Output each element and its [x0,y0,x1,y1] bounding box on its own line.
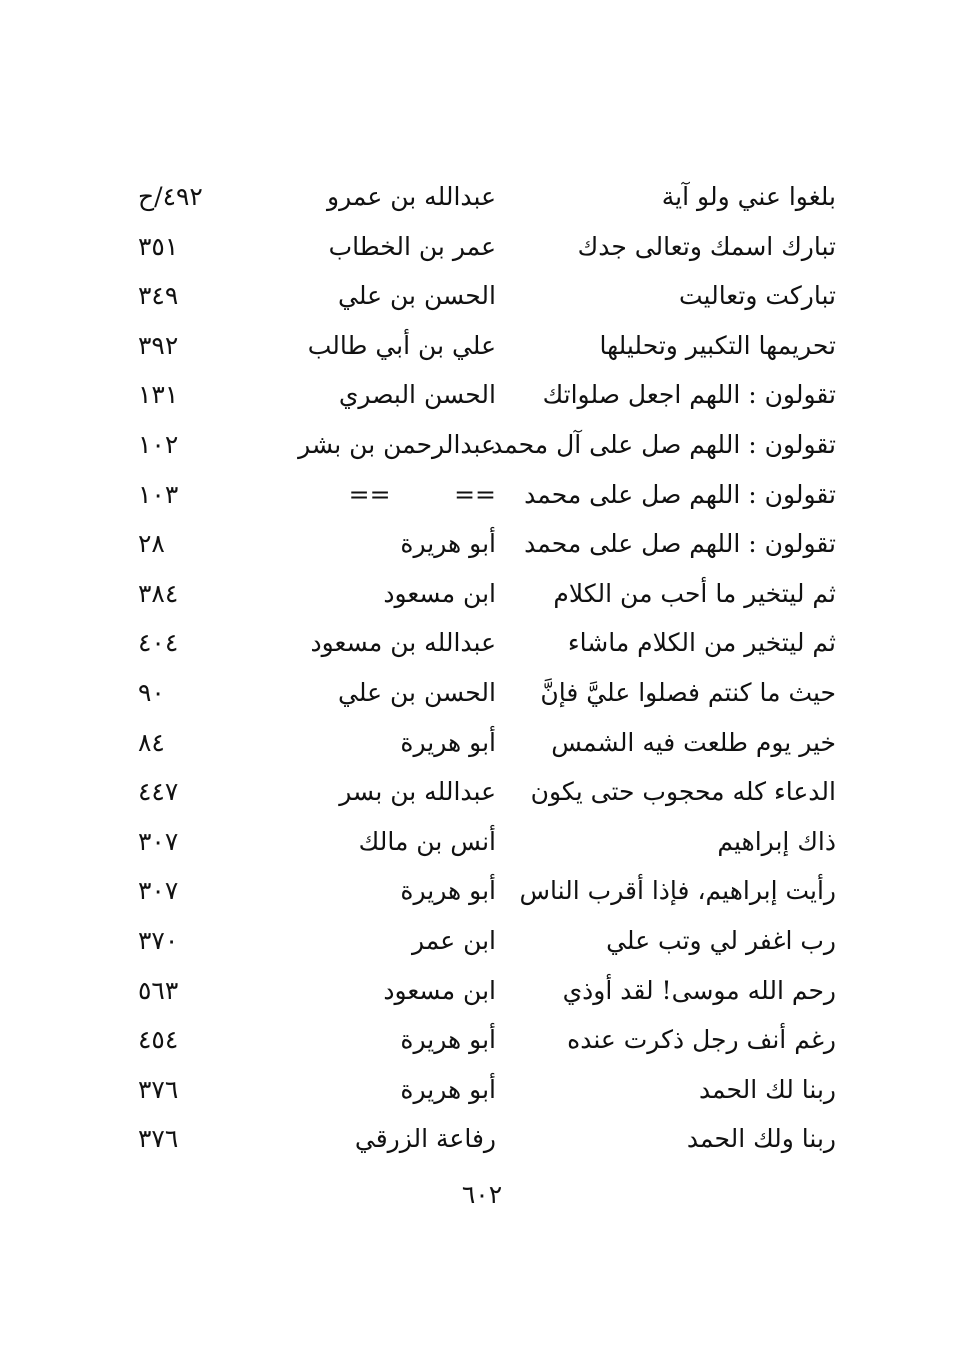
index-row [120,767,836,817]
page-reference: ٣٤٩ [138,281,179,311]
index-row [120,966,836,1016]
hadith-text: ثم ليتخير من الكلام ماشاء [567,628,836,658]
hadith-text: رب اغفر لي وتب علي [606,925,836,955]
page-reference: ٩٠ [138,677,165,707]
page-reference: ٣٧٠ [138,925,179,955]
hadith-text: ربنا ولك الحمد [686,1124,836,1154]
narrator-name: ابن عمر [411,925,496,955]
narrator-name: أبو هريرة [400,727,496,757]
hadith-text: ثم ليتخير ما أحب من الكلام [553,578,836,608]
narrator-name: الحسن البصري [338,380,496,410]
hadith-text: تحريمها التكبير وتحليلها [599,330,836,360]
index-row [120,618,836,668]
page-reference: ٤٩٢/ح [138,182,203,211]
page-reference: ٨٤ [138,727,165,757]
narrator-ditto-mark: == == [348,479,496,509]
narrator-name: الحسن بن علي [338,281,496,311]
page-reference: ٣٥١ [138,231,179,261]
hadith-text: رأيت إبراهيم، فإذا أقرب الناس [519,876,836,906]
page-reference: ٣٧٦ [138,1074,179,1104]
narrator-name: أبو هريرة [400,1074,496,1104]
page-reference: ١٠٢ [138,429,179,459]
hadith-text: الدعاء كله محجوب حتى يكون [530,777,836,807]
hadith-text: رحم الله موسى! لقد أوذي [562,975,836,1005]
index-row [120,420,836,470]
index-row [120,569,836,619]
page-reference: ١٠٣ [138,479,179,509]
page-reference: ٤٠٤ [138,628,179,658]
index-row [120,172,836,222]
index-row [120,321,836,371]
index-row [120,916,836,966]
page-reference: ١٣١ [138,380,179,410]
narrator-name: عبدالله بن بسر [339,777,496,807]
narrator-name: عبدالرحمن بن بشر [298,429,496,459]
page-reference: ٣٩٢ [138,330,179,360]
narrator-name: عبدالله بن عمرو [327,182,496,211]
hadith-text: تقولون : اللهم اجعل صلواتك [542,380,836,410]
index-row [120,718,836,768]
hadith-text: ذاك إبراهيم [717,826,836,856]
narrator-name: أبو هريرة [400,876,496,906]
hadith-text: بلغوا عني ولو آية [661,182,836,211]
page-reference: ٣٧٦ [138,1124,179,1154]
index-row [120,1114,836,1164]
narrator-name: أبو هريرة [400,529,496,559]
page-reference: ٣٠٧ [138,826,179,856]
hadith-text: تقولون : اللهم صل على محمد [524,479,836,509]
page-number: ٦٠٢ [461,1180,503,1209]
index-row [120,222,836,272]
narrator-name: عبدالله بن مسعود [310,628,496,658]
index-row [120,271,836,321]
hadith-text: خير يوم طلعت فيه الشمس [551,727,836,757]
narrator-name: أبو هريرة [400,1025,496,1055]
hadith-text: تقولون : اللهم صل على آل محمد [491,429,836,459]
index-row [120,668,836,718]
index-row [120,370,836,420]
index-row [120,519,836,569]
hadith-text: تباركت وتعاليت [678,281,836,311]
page-reference: ٤٥٤ [138,1025,179,1055]
page-reference: ٣٨٤ [138,578,179,608]
narrator-name: رفاعة الزرقي [354,1124,496,1154]
hadith-text: تقولون : اللهم صل على محمد [524,529,836,559]
narrator-name: الحسن بن علي [338,677,496,707]
page-reference: ٤٤٧ [138,777,179,807]
hadith-text: تبارك اسمك وتعالى جدك [577,231,836,261]
index-row [120,1065,836,1115]
narrator-name: عمر بن الخطاب [328,231,496,261]
page-reference: ٥٦٣ [138,975,179,1005]
page-reference: ٢٨ [138,529,165,559]
index-row [120,1015,836,1065]
narrator-name: ابن مسعود [383,975,496,1005]
hadith-text: ربنا لك الحمد [698,1074,836,1104]
narrator-name: علي بن أبي طالب [307,330,496,360]
narrator-name: أنس بن مالك [358,826,496,856]
hadith-text: حيث ما كنتم فصلوا عليَّ فإنَّ [540,677,836,707]
narrator-name: ابن مسعود [383,578,496,608]
index-row [120,866,836,916]
index-row [120,817,836,867]
page-reference: ٣٠٧ [138,876,179,906]
index-row [120,470,836,520]
hadith-index-table [120,172,836,1164]
hadith-text: رغم أنف رجل ذكرت عنده [567,1025,836,1055]
